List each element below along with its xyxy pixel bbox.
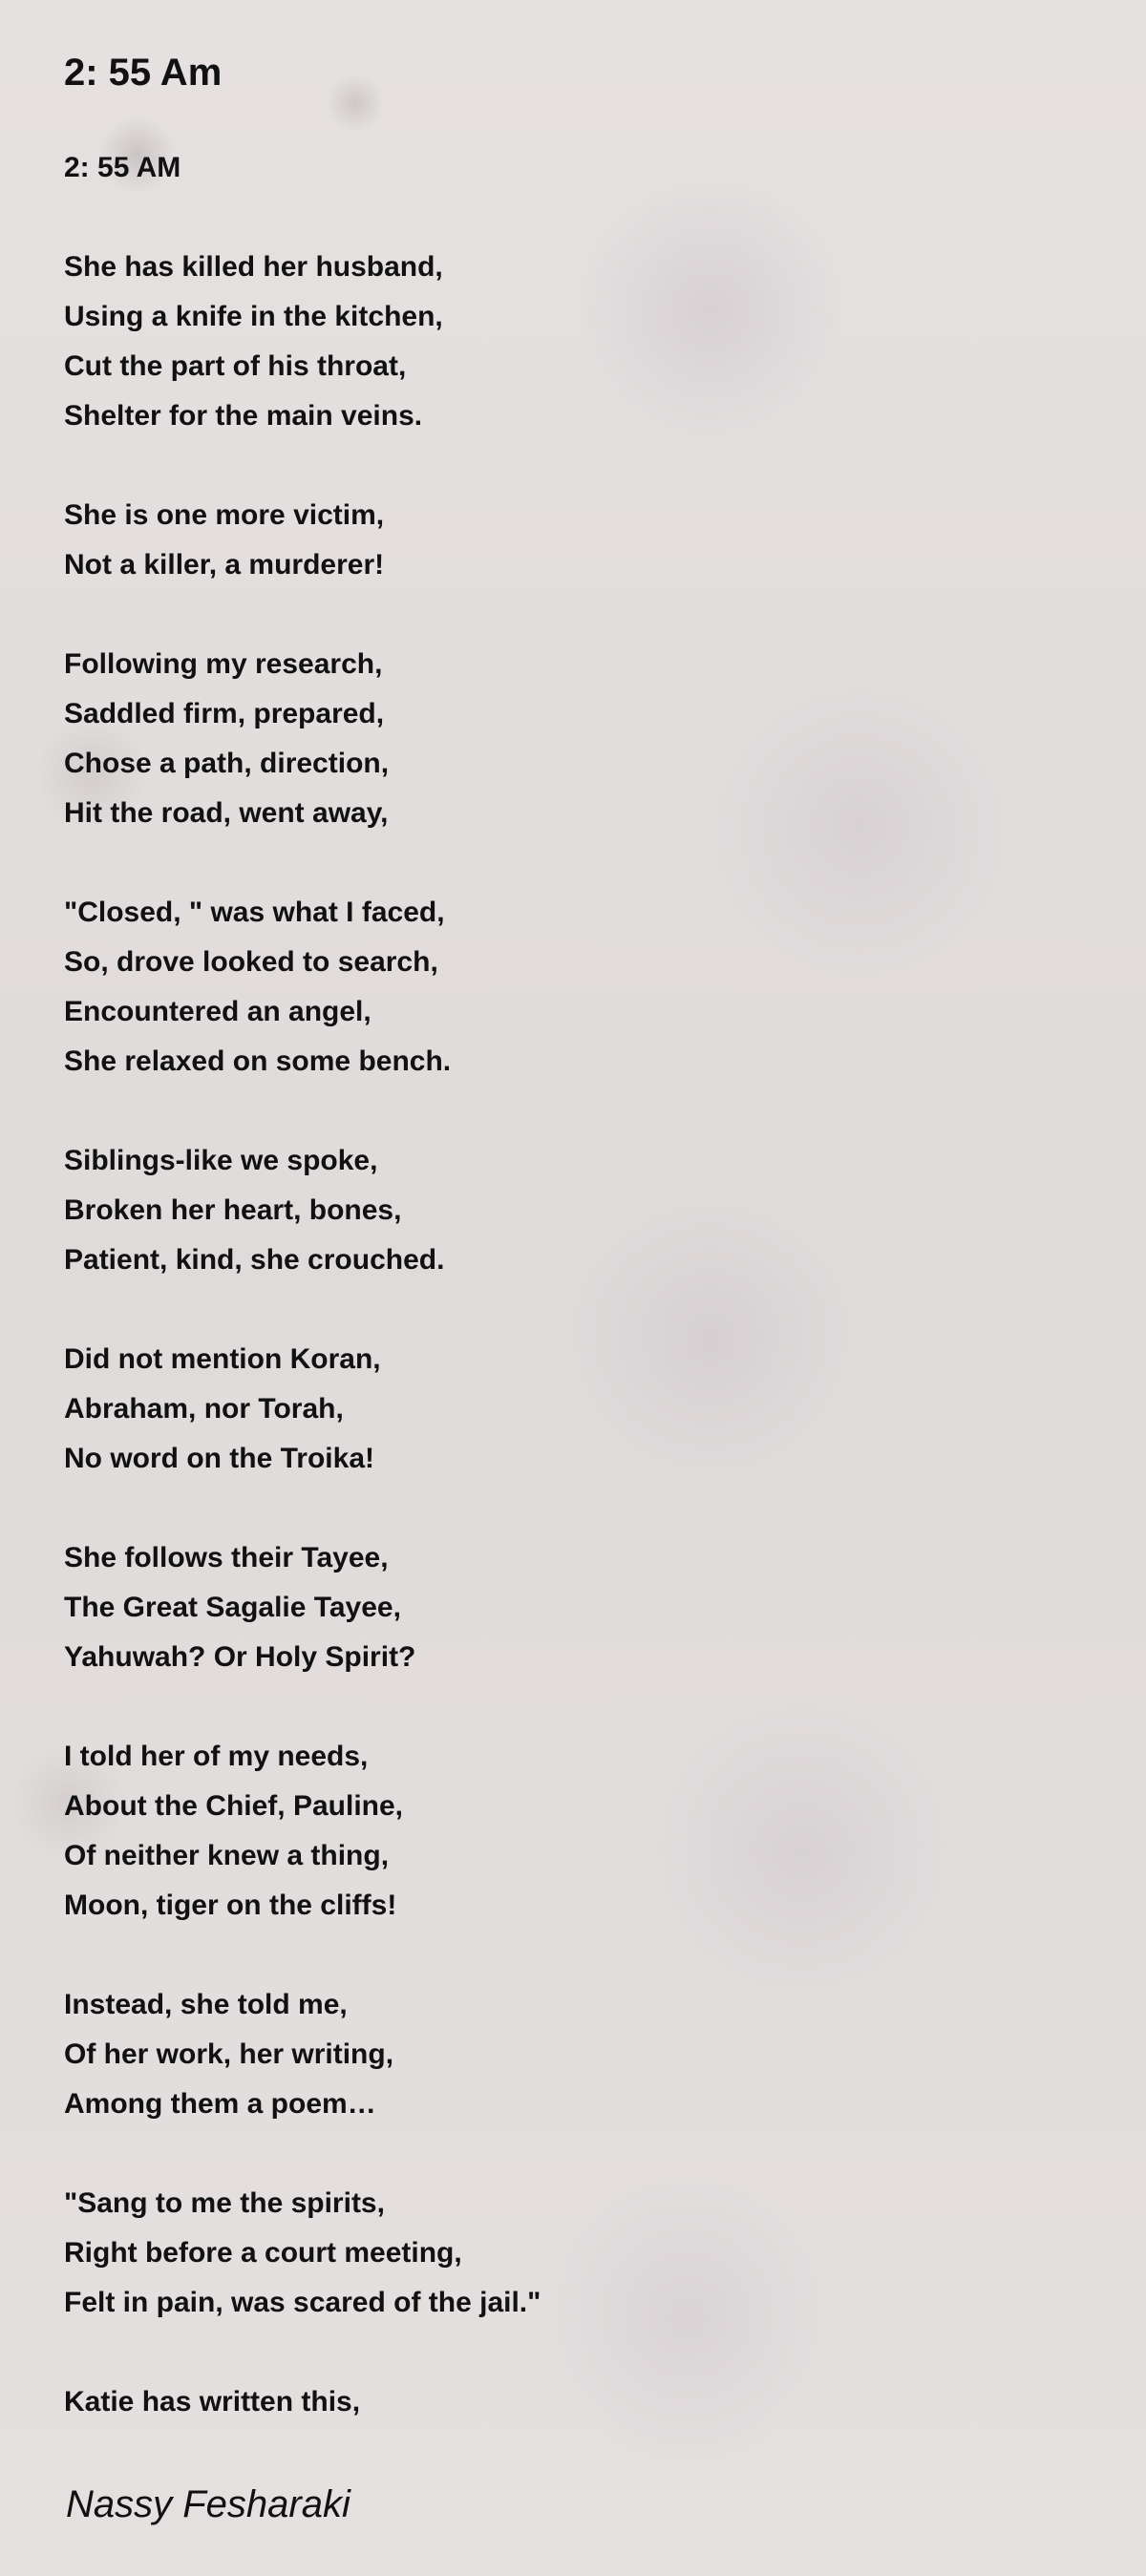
poem-stanza bbox=[64, 640, 541, 838]
stanza-gap bbox=[64, 1682, 541, 1732]
stanza-gap bbox=[64, 441, 541, 491]
poem-line: Hit the road, went away, bbox=[64, 797, 389, 829]
poem-stanza bbox=[64, 1533, 541, 1682]
poem-stanza bbox=[64, 1335, 541, 1484]
stanza-gap bbox=[64, 2129, 541, 2179]
poem-line: Abraham, nor Torah, bbox=[64, 1393, 344, 1425]
poem-line: She relaxed on some bench. bbox=[64, 1045, 452, 1077]
stanza-gap bbox=[64, 2328, 541, 2377]
poem-line: Saddled firm, prepared, bbox=[64, 698, 385, 729]
poem-stanza bbox=[64, 2377, 541, 2427]
poem-line: Felt in pain, was scared of the jail." bbox=[64, 2287, 541, 2318]
poem-line: Instead, she told me, bbox=[64, 1989, 348, 2020]
stanza-gap bbox=[64, 1931, 541, 1980]
poem-line: Of her work, her writing, bbox=[64, 2038, 394, 2070]
poem-stanza bbox=[64, 1980, 541, 2129]
poem-line: Shelter for the main veins. bbox=[64, 400, 423, 432]
poem-line: Moon, tiger on the cliffs! bbox=[64, 1890, 397, 1921]
page-title: 2: 55 Am bbox=[64, 52, 223, 94]
poem-line: I told her of my needs, bbox=[64, 1741, 369, 1772]
poem-author[interactable]: Nassy Fesharaki bbox=[66, 2483, 350, 2525]
stanza-gap bbox=[64, 838, 541, 888]
poem-line: "Sang to me the spirits, bbox=[64, 2187, 385, 2219]
poem-line: Broken her heart, bones, bbox=[64, 1194, 402, 1226]
poem-line: So, drove looked to search, bbox=[64, 946, 438, 978]
poem-line: About the Chief, Pauline, bbox=[64, 1790, 404, 1822]
poem-line: Among them a poem… bbox=[64, 2088, 376, 2120]
stanza-gap bbox=[64, 1484, 541, 1533]
poem-line: She follows their Tayee, bbox=[64, 1542, 389, 1573]
poem-stanza bbox=[64, 1732, 541, 1931]
poem-stanza bbox=[64, 888, 541, 1087]
poem-line: Chose a path, direction, bbox=[64, 748, 390, 779]
poem-line: No word on the Troika! bbox=[64, 1443, 375, 1474]
poem-stanza bbox=[64, 243, 541, 441]
poem-line: Katie has written this, bbox=[64, 2386, 361, 2418]
poem-line: Not a killer, a murderer! bbox=[64, 549, 385, 581]
poem-stanza bbox=[64, 491, 541, 590]
stanza-gap bbox=[64, 193, 541, 243]
poem-stanza bbox=[64, 1136, 541, 1285]
poem-stanza bbox=[64, 2179, 541, 2328]
poem-line: Cut the part of his throat, bbox=[64, 350, 407, 382]
poem-line: The Great Sagalie Tayee, bbox=[64, 1592, 401, 1623]
poem-line: "Closed, " was what I faced, bbox=[64, 897, 445, 928]
poem-line: She has killed her husband, bbox=[64, 251, 443, 283]
poem-body bbox=[64, 143, 541, 2427]
poem-line: She is one more victim, bbox=[64, 499, 385, 531]
poem-line: Of neither knew a thing, bbox=[64, 1840, 390, 1871]
poem-line: Encountered an angel, bbox=[64, 996, 371, 1027]
stanza-gap bbox=[64, 590, 541, 640]
poem-line: Following my research, bbox=[64, 648, 383, 680]
stanza-gap bbox=[64, 1087, 541, 1136]
stanza-gap bbox=[64, 1285, 541, 1335]
poem-line: Siblings-like we spoke, bbox=[64, 1145, 378, 1176]
poem-line: Yahuwah? Or Holy Spirit? bbox=[64, 1641, 416, 1673]
poem-line: Patient, kind, she crouched. bbox=[64, 1244, 445, 1276]
poem-line: Right before a court meeting, bbox=[64, 2237, 462, 2269]
poem-line: Did not mention Koran, bbox=[64, 1343, 381, 1375]
poem-heading: 2: 55 AM bbox=[64, 152, 181, 183]
poem-line: Using a knife in the kitchen, bbox=[64, 301, 443, 332]
